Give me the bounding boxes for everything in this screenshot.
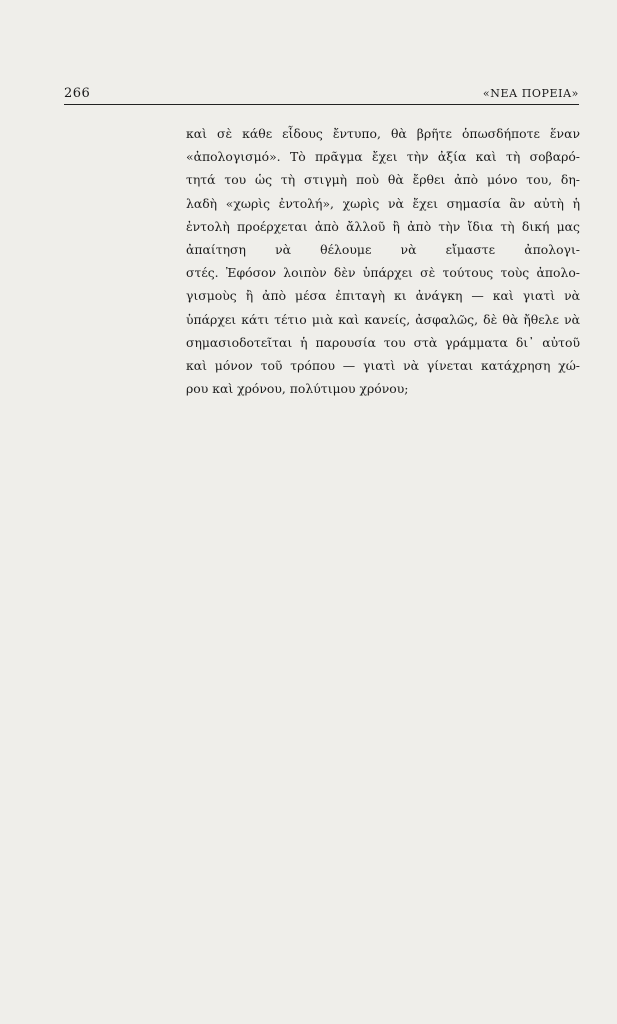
header-rule: [64, 104, 579, 105]
text-line: ὑπάρχει κάτι τέτιο μιὰ καὶ κανείς, ἀσφαλῶς, δὲ θὰ ἤθελε νὰ: [186, 311, 580, 327]
text-line: ἀπαίτηση νὰ θέλουμε νὰ εἴμαστε ἀπολογι-: [186, 241, 580, 257]
text-line: στές. Ἐφόσον λοιπὸν δὲν ὑπάρχει σὲ τούτους τοὺς ἀπολο-: [186, 265, 580, 281]
text-line: σημασιοδοτεῖται ἡ παρουσία του στὰ γράμματα δι᾽ αὐτοῦ: [186, 334, 580, 350]
page-number: 266: [64, 86, 91, 101]
text-line: τητά του ὡς τὴ στιγμὴ ποὺ θὰ ἔρθει ἀπὸ μόνο του, δη-: [186, 172, 580, 188]
text-line: ρου καὶ χρόνου, πολύτιμου χρόνου;: [186, 381, 409, 397]
running-title: «ΝΕΑ ΠΟΡΕΙΑ»: [482, 87, 579, 100]
text-line: ἐντολὴ προέρχεται ἀπὸ ἄλλοῦ ἢ ἀπὸ τὴν ἴδια τὴ δική μας: [186, 218, 580, 234]
text-line: λαδὴ «χωρὶς ἐντολή», χωρὶς νὰ ἔχει σημασία ἂν αὐτὴ ἡ: [186, 195, 580, 211]
text-line: καὶ σὲ κάθε εἶδους ἔντυπο, θὰ βρῆτε ὁπωσδήποτε ἕναν: [186, 126, 580, 141]
text-line: καὶ μόνον τοῦ τρόπου — γιατὶ νὰ γίνεται κατάχρηση χώ-: [186, 357, 580, 373]
text-line: γισμοὺς ἢ ἀπὸ μέσα ἐπιταγὴ κι ἀνάγκη — καὶ γιατὶ νὰ: [186, 288, 580, 304]
text-line: «ἀπολογισμό». Τὸ πρᾶγμα ἔχει τὴν ἀξία καὶ τὴ σοβαρό-: [186, 149, 580, 165]
body-paragraph: [186, 122, 580, 400]
page-header: [64, 86, 579, 104]
